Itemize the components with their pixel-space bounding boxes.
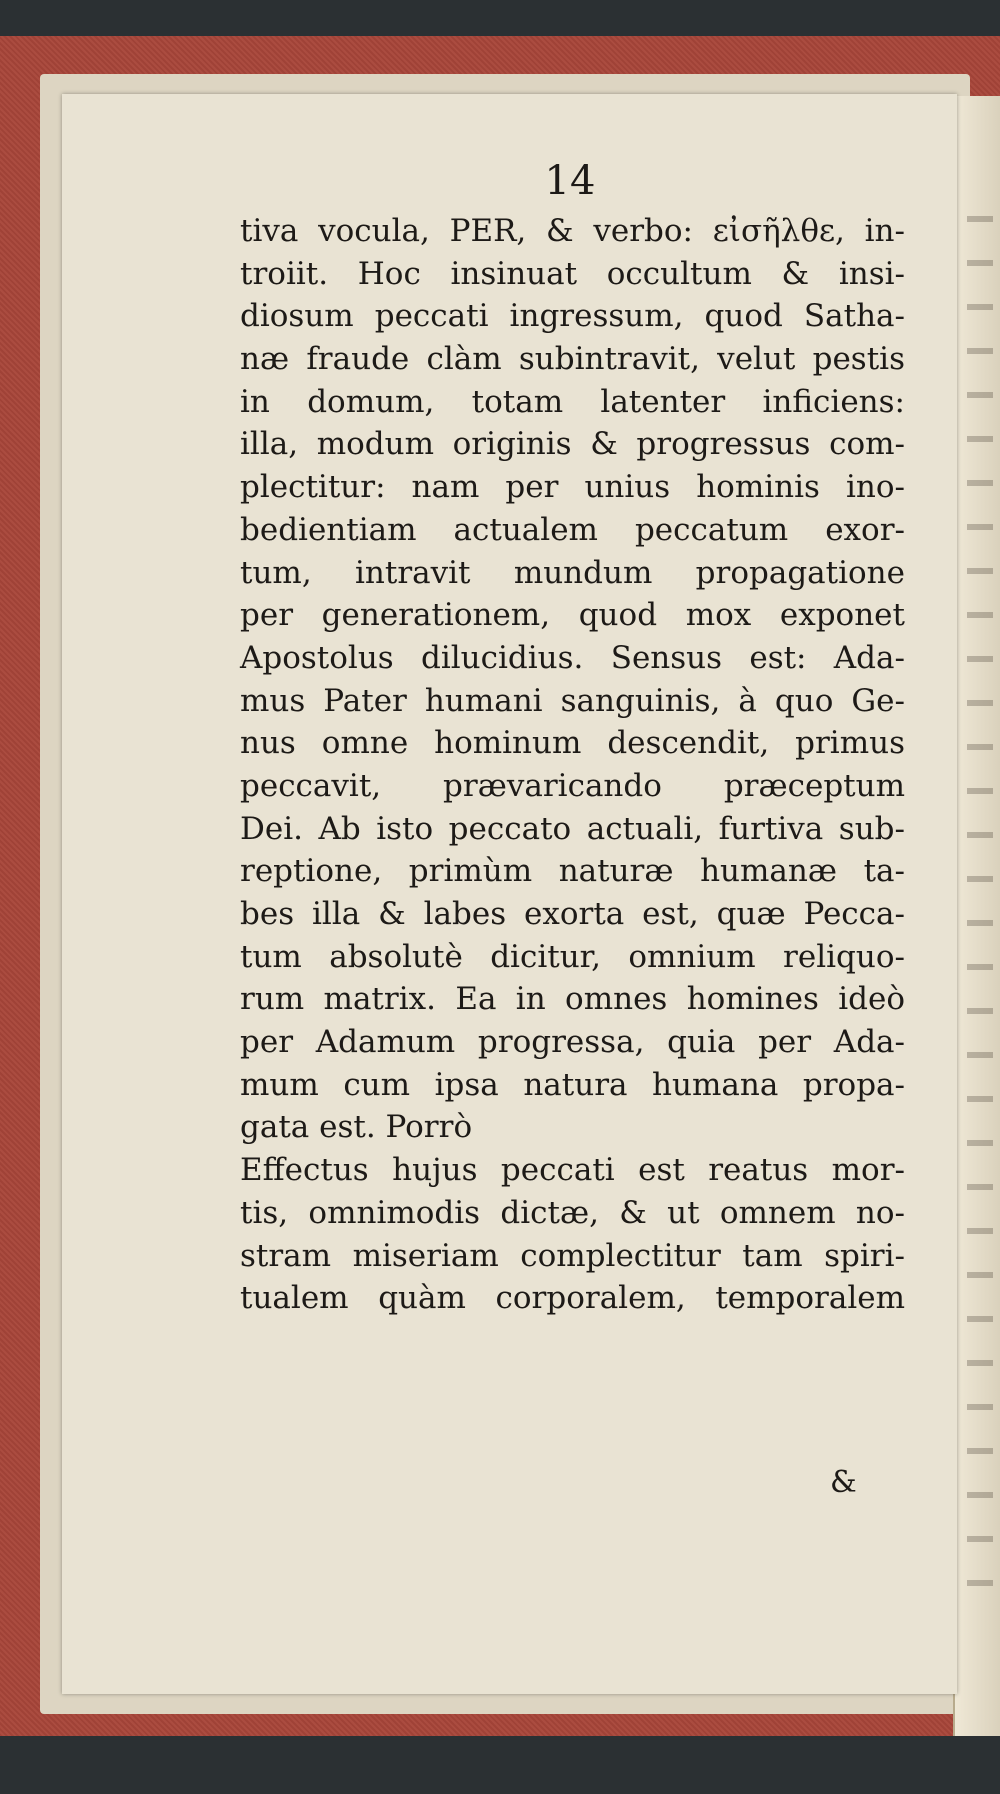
- text-line: peccavit, prævaricando præceptum: [240, 767, 905, 804]
- text-line: diosum peccati ingressum, quod Satha-: [240, 298, 905, 335]
- text-line: tis, omnimodis dictæ, & ut omnem no-: [240, 1194, 905, 1231]
- text-line: næ fraude clàm subintravit, velut pestis: [240, 341, 905, 378]
- text-line: mus Pater humani sanguinis, à quo Ge-: [240, 682, 905, 719]
- text-line: tum, intravit mundum propagatione: [240, 554, 905, 591]
- text-line: per Adamum progressa, quia per Ada-: [240, 1024, 905, 1061]
- catchword: &: [830, 1465, 857, 1500]
- text-line: plectitur: nam per unius hominis ino-: [240, 469, 905, 506]
- facing-page-edge: [953, 96, 1000, 1736]
- text-line: bedientiam actualem peccatum exor-: [240, 511, 905, 548]
- text-line: Dei. Ab isto peccato actuali, furtiva sub-: [240, 810, 905, 847]
- text-line: per generationem, quod mox exponet: [240, 597, 905, 634]
- text-line: tum absolutè dicitur, omnium reliquo-: [240, 938, 905, 975]
- page-text: [240, 210, 905, 1320]
- ink-bleed: [967, 216, 993, 1616]
- text-line: gata est. Porrò: [240, 1109, 473, 1146]
- text-line: reptione, primùm naturæ humanæ ta-: [240, 853, 905, 890]
- book-board-bottom: [0, 1736, 1000, 1794]
- page-number: 14: [544, 158, 596, 204]
- text-line: illa, modum originis & progressus com-: [240, 426, 905, 463]
- book-board-top: [0, 0, 1000, 36]
- text-line: nus omne hominum descendit, primus: [240, 725, 905, 762]
- text-line: Effectus hujus peccati est reatus mor-: [240, 1152, 905, 1189]
- text-line: troiit. Hoc insinuat occultum & insi-: [240, 255, 905, 292]
- text-line: tualem quàm corporalem, temporalem: [240, 1280, 905, 1317]
- text-line: rum matrix. Ea in omnes homines ideò: [240, 981, 905, 1018]
- text-line: bes illa & labes exorta est, quæ Pecca-: [240, 896, 905, 932]
- text-line: mum cum ipsa natura humana propa-: [240, 1066, 905, 1103]
- text-line: stram miseriam complectitur tam spiri-: [240, 1237, 905, 1274]
- text-line: in domum, totam latenter inficiens:: [240, 383, 905, 420]
- text-line: tiva vocula, PER, & verbo: εἰσῆλθε, in-: [240, 213, 905, 249]
- text-line: Apostolus dilucidius. Sensus est: Ada-: [240, 639, 905, 676]
